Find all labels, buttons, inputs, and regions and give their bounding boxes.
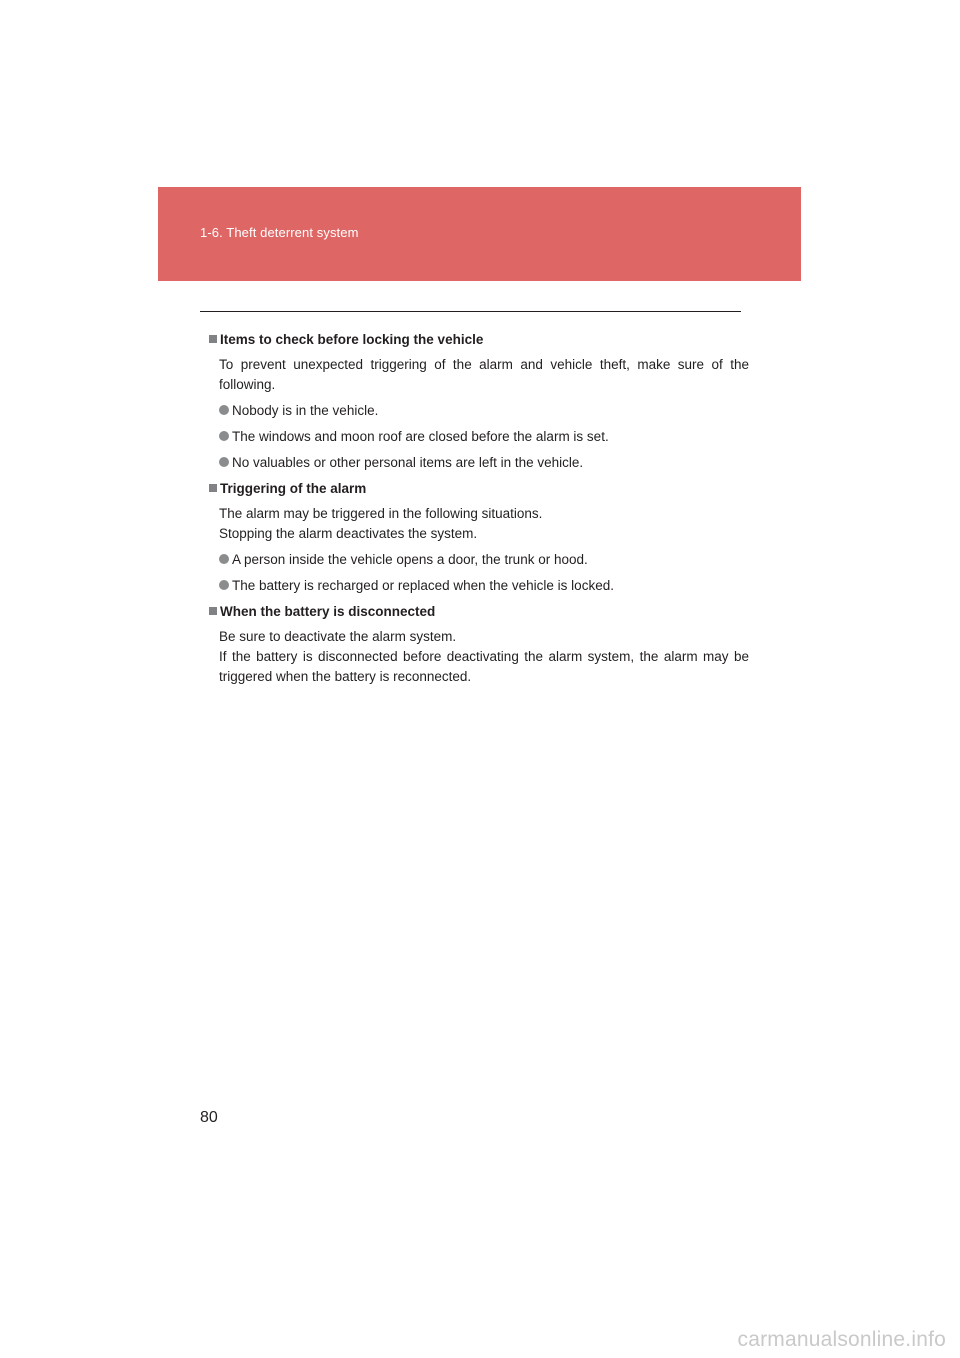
- list-item-text: No valuables or other personal items are left in the vehicle.: [232, 455, 584, 470]
- dot-icon: [219, 405, 229, 415]
- section-label: 1-6. Theft deterrent system: [200, 225, 359, 240]
- list-item: [219, 576, 749, 596]
- paragraph: Be sure to deactivate the alarm system.: [219, 629, 457, 644]
- list-item: [219, 401, 749, 421]
- section-header-band: [158, 187, 801, 281]
- list-item: [219, 550, 749, 570]
- paragraph: Stopping the alarm deactivates the system.: [219, 526, 478, 541]
- page-number: 80: [200, 1109, 218, 1126]
- topic-items-to-check: [209, 330, 749, 473]
- dot-icon: [219, 431, 229, 441]
- paragraph: To prevent unexpected triggering of the alarm and vehicle theft, make sure of the following.: [219, 357, 749, 392]
- topic-battery-disconnected: [209, 602, 749, 687]
- topic-heading: [209, 602, 749, 622]
- dot-icon: [219, 554, 229, 564]
- list-item-text: Nobody is in the vehicle.: [232, 403, 379, 418]
- paragraph: If the battery is disconnected before deactivating the alarm system, the alarm may be triggered when the battery is reconnected.: [219, 649, 749, 684]
- watermark: carmanualsonline.info: [737, 1328, 946, 1351]
- square-icon: [209, 607, 217, 615]
- square-icon: [209, 335, 217, 343]
- topic-heading: [209, 330, 749, 350]
- list-item-text: The windows and moon roof are closed before the alarm is set.: [232, 429, 609, 444]
- list-item-text: The battery is recharged or replaced when the vehicle is locked.: [232, 578, 614, 593]
- dot-icon: [219, 580, 229, 590]
- topic-title: When the battery is disconnected: [220, 604, 436, 619]
- square-icon: [209, 484, 217, 492]
- topic-title: Triggering of the alarm: [220, 481, 367, 496]
- content-body: [209, 330, 749, 693]
- topic-heading: [209, 479, 749, 499]
- dot-icon: [219, 457, 229, 467]
- divider-rule: [200, 311, 741, 312]
- paragraph: The alarm may be triggered in the following situations.: [219, 506, 543, 521]
- topic-triggering-of-alarm: [209, 479, 749, 596]
- topic-title: Items to check before locking the vehicle: [220, 332, 484, 347]
- list-item: [219, 427, 749, 447]
- list-item: [219, 453, 749, 473]
- list-item-text: A person inside the vehicle opens a door, the trunk or hood.: [232, 552, 588, 567]
